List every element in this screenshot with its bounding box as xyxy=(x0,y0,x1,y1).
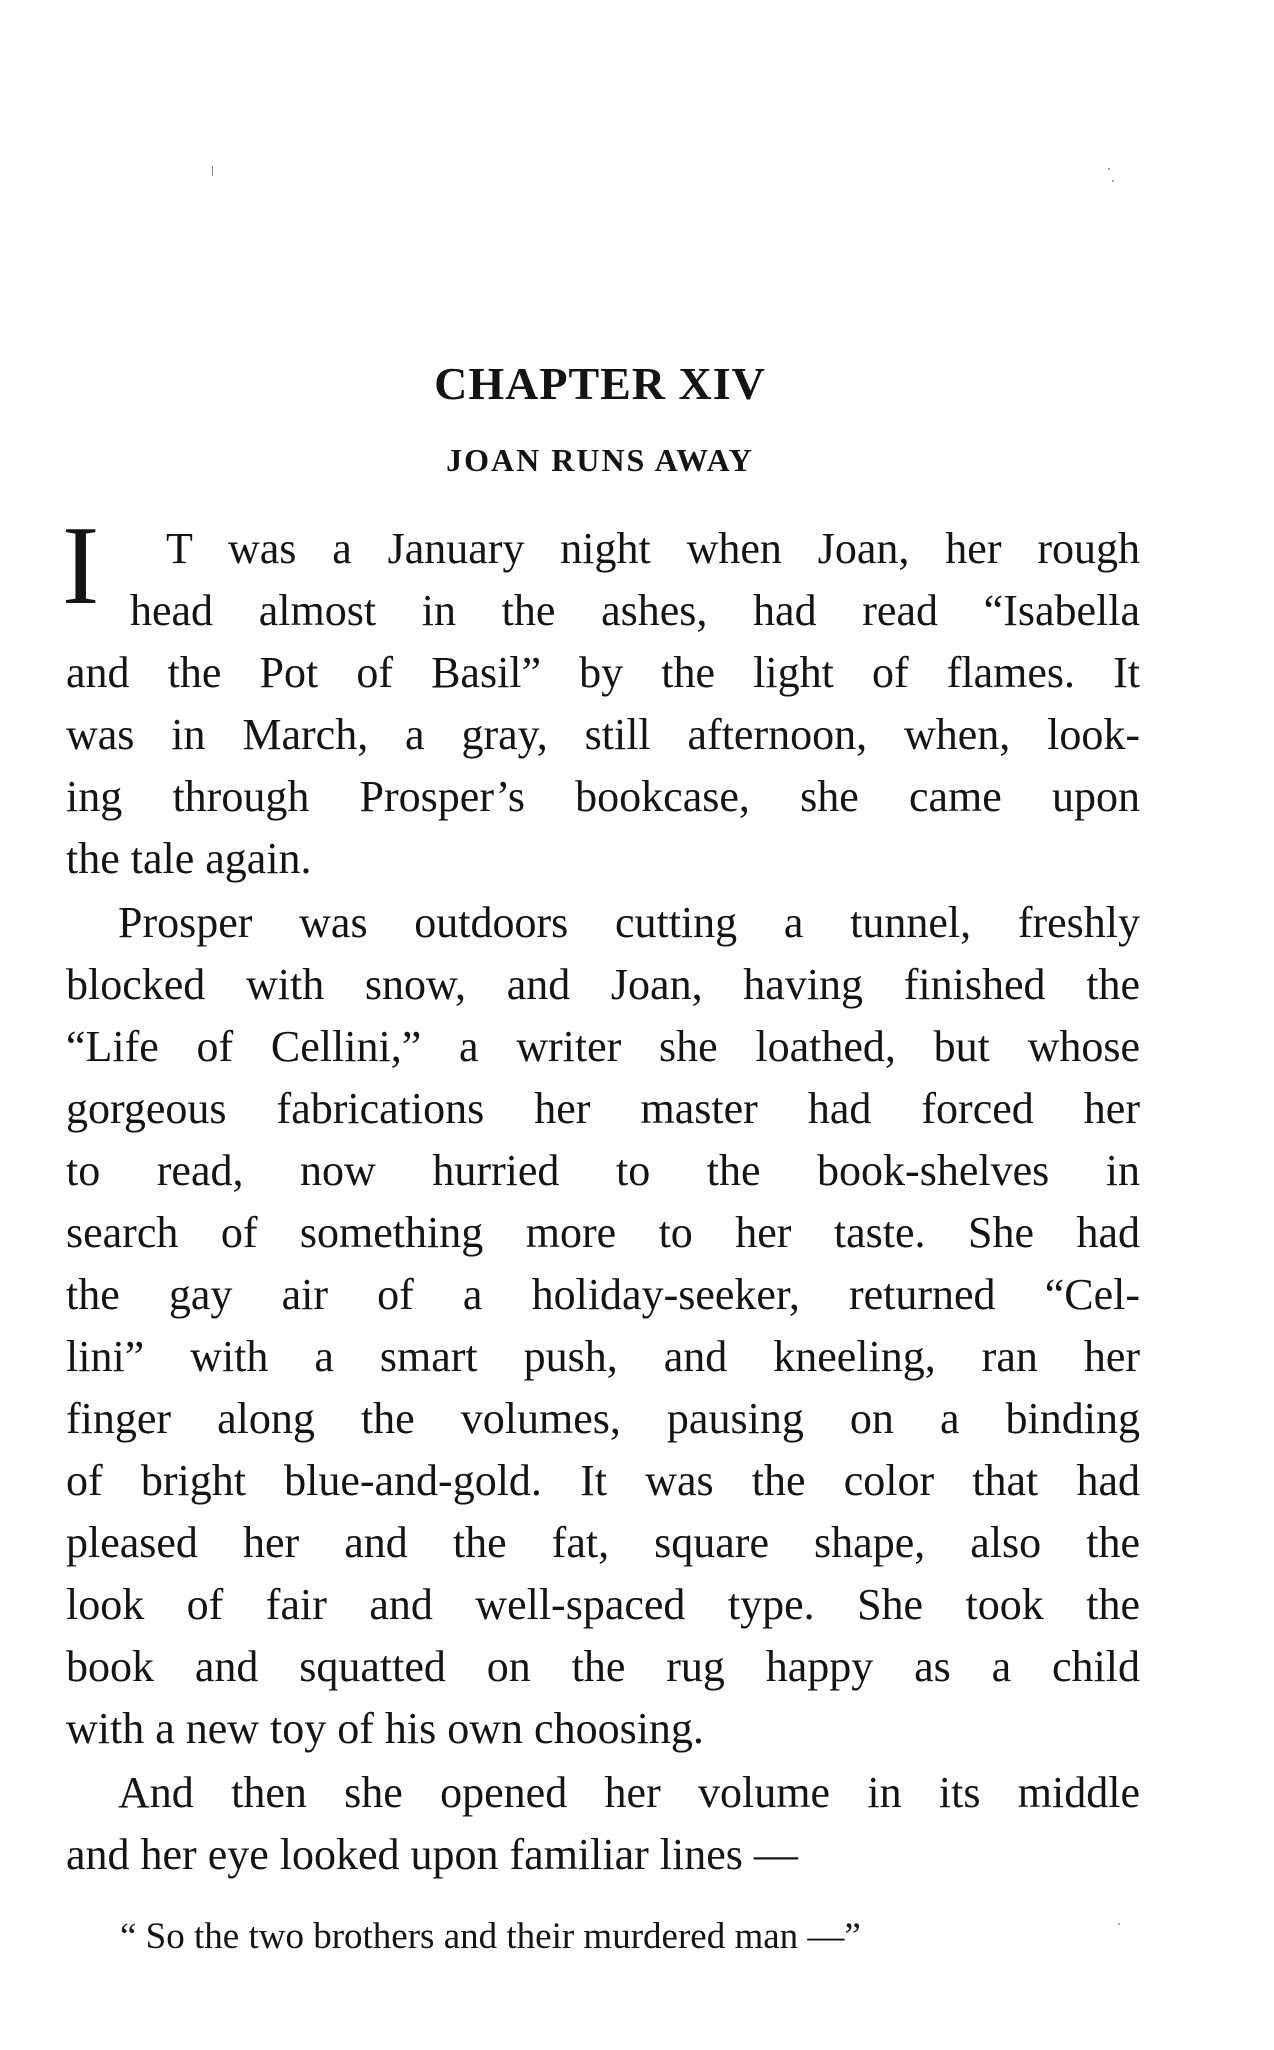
paragraph-line: and the Pot of Basil” by the light of flames. It xyxy=(66,648,1140,697)
scan-speck xyxy=(1108,168,1110,170)
paragraph-line: the gay air of a holiday-seeker, returned “Cel- xyxy=(66,1270,1140,1319)
paragraph-line: lini” with a smart push, and kneeling, ran her xyxy=(66,1332,1140,1381)
scan-speck xyxy=(1118,1923,1120,1925)
paragraph-line: finger along the volumes, pausing on a binding xyxy=(66,1394,1140,1443)
scan-speck xyxy=(212,166,213,176)
paragraph-line: look of fair and well-spaced type. She took the xyxy=(66,1580,1140,1629)
chapter-title: JOAN RUNS AWAY xyxy=(446,442,754,478)
chapter-heading: CHAPTER XIV xyxy=(434,358,766,409)
paragraph-line: “Life of Cellini,” a writer she loathed, but whose xyxy=(66,1022,1140,1071)
paragraph-line: and her eye looked upon familiar lines — xyxy=(66,1830,798,1879)
paragraph-line: search of something more to her taste. She had xyxy=(66,1208,1140,1257)
paragraph-line: to read, now hurried to the book-shelves in xyxy=(66,1146,1140,1195)
paragraph-line: head almost in the ashes, had read “Isabella xyxy=(130,586,1140,635)
paragraph-line: book and squatted on the rug happy as a child xyxy=(66,1642,1140,1691)
paragraph-line: gorgeous fabrications her master had forced her xyxy=(66,1084,1140,1133)
drop-cap: I xyxy=(62,504,100,628)
paragraph-line: of bright blue-and-gold. It was the color that had xyxy=(66,1456,1140,1505)
paragraph-line: Prosper was outdoors cutting a tunnel, freshly xyxy=(118,898,1140,947)
paragraph-line: blocked with snow, and Joan, having finished the xyxy=(66,960,1140,1009)
scan-speck xyxy=(1112,180,1114,182)
paragraph-line: was in March, a gray, still afternoon, when, look- xyxy=(66,710,1140,759)
paragraph-line: And then she opened her volume in its middle xyxy=(118,1768,1140,1817)
paragraph-line: T was a January night when Joan, her rough xyxy=(166,524,1140,573)
paragraph-line: pleased her and the fat, square shape, also the xyxy=(66,1518,1140,1567)
verse-quote: “ So the two brothers and their murdered man —” xyxy=(120,1916,861,1957)
paragraph-line: with a new toy of his own choosing. xyxy=(66,1704,704,1753)
paragraph-line: the tale again. xyxy=(66,834,312,883)
paragraph-line: ing through Prosper’s bookcase, she came upon xyxy=(66,772,1140,821)
